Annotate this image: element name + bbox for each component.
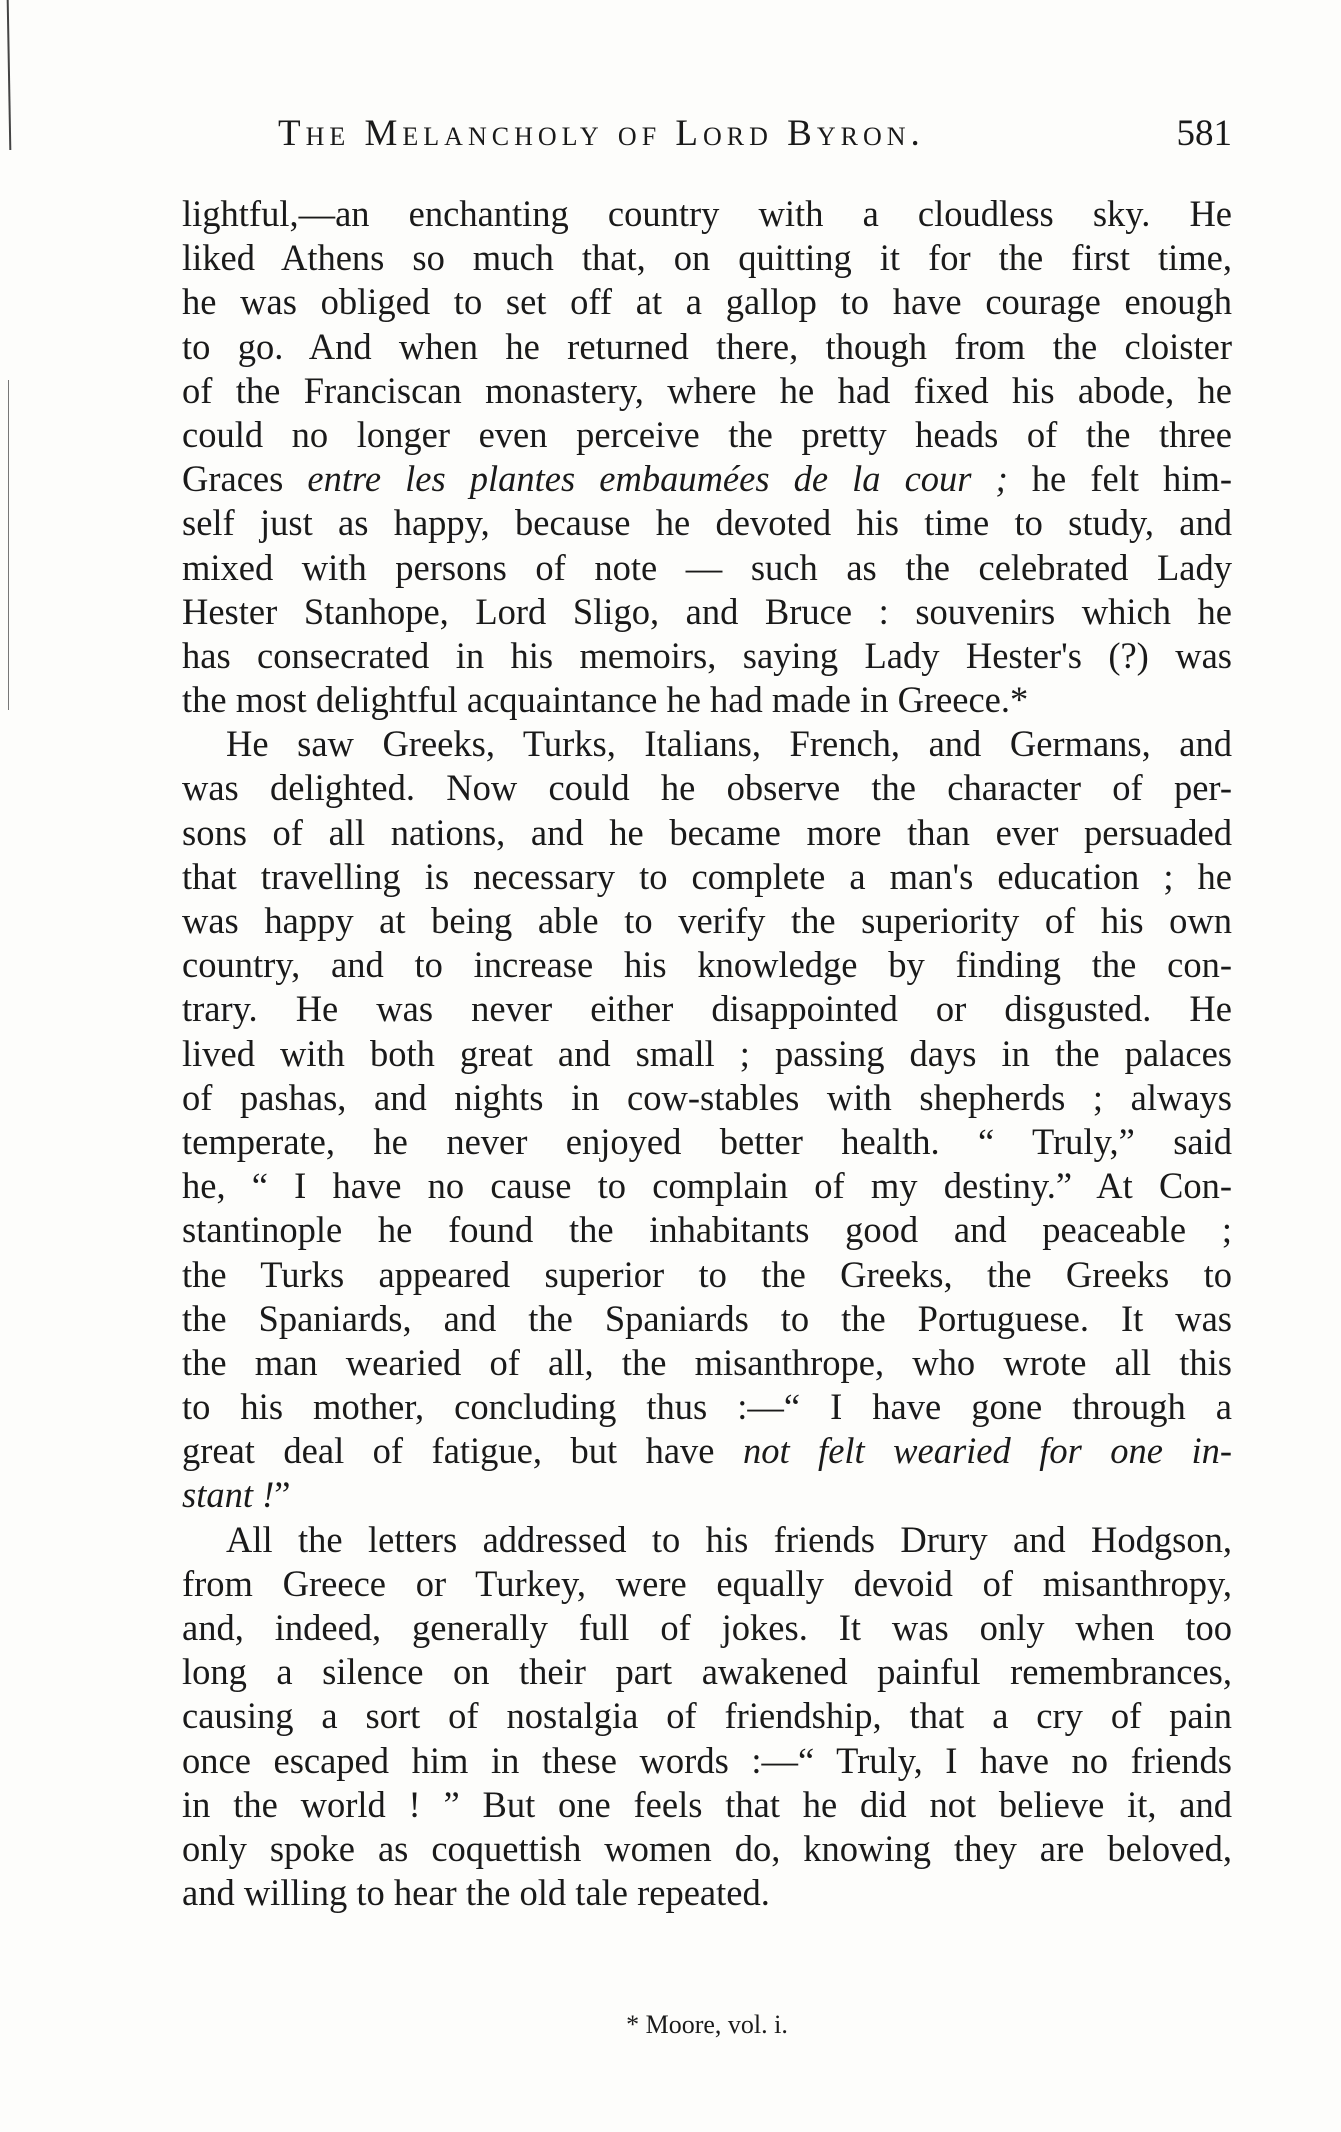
text-line: of pashas, and nights in cow-stables with shepherds ; always <box>182 1076 1232 1118</box>
text-line: he was obliged to set off at a gallop to have courage enough <box>182 281 1232 323</box>
text-line: in the world ! ” But one feels that he did not believe it, and <box>182 1783 1232 1825</box>
text-line: from Greece or Turkey, were equally devoid of misanthropy, <box>182 1562 1232 1604</box>
text-line: trary. He was never either disappointed or disgusted. He <box>182 988 1232 1030</box>
page-number: 581 <box>1176 113 1232 154</box>
text-line: stant !” <box>182 1474 291 1516</box>
text-line: lived with both great and small ; passing days in the palaces <box>182 1032 1232 1074</box>
text-line: that travelling is necessary to complete a man's education ; he <box>182 855 1232 897</box>
text-line: temperate, he never enjoyed better health. “ Truly,” said <box>182 1120 1232 1162</box>
paragraph-1 <box>182 192 1232 722</box>
text-line: country, and to increase his knowledge by finding the con- <box>182 944 1232 986</box>
text-line: was happy at being able to verify the superiority of his own <box>182 900 1232 941</box>
text-line: the man wearied of all, the misanthrope, who wrote all this <box>182 1341 1232 1383</box>
text-line: sons of all nations, and he became more than ever persuaded <box>182 811 1232 853</box>
text-line: stantinople he found the inhabitants good and peaceable ; <box>182 1209 1232 1251</box>
text-line: to go. And when he returned there, though from the cloister <box>182 325 1232 367</box>
text-line: causing a sort of nostalgia of friendship, that a cry of pain <box>182 1695 1232 1737</box>
text-line: could no longer even perceive the pretty heads of the three <box>182 413 1232 455</box>
text-line: liked Athens so much that, on quitting it for the first time, <box>182 237 1232 279</box>
text-line: the most delightful acquaintance he had made in Greece.* <box>182 679 1029 721</box>
text-line: he, “ I have no cause to complain of my destiny.” At Con- <box>182 1165 1232 1207</box>
paragraph-2 <box>182 722 1232 1517</box>
running-title: The Melancholy of Lord Byron. <box>278 113 925 154</box>
text-line: and, indeed, generally full of jokes. It was only when too <box>182 1607 1232 1648</box>
text-line: Graces entre les plantes embaumées de la cour ; he felt him- <box>182 458 1232 500</box>
text-line: to his mother, concluding thus :—“ I have gone through a <box>182 1386 1232 1428</box>
text-line: of the Franciscan monastery, where he had fixed his abode, he <box>182 369 1232 411</box>
footnote: * Moore, vol. i. <box>626 2010 788 2039</box>
text-line: and willing to hear the old tale repeated. <box>182 1872 770 1914</box>
text-line: He saw Greeks, Turks, Italians, French, and Germans, and <box>226 723 1232 765</box>
running-head <box>182 112 1232 162</box>
text-line: the Turks appeared superior to the Greeks, the Greeks to <box>182 1253 1232 1295</box>
text-line: has consecrated in his memoirs, saying Lady Hester's (?) was <box>182 634 1232 676</box>
text-line: self just as happy, because he devoted his time to study, and <box>182 502 1232 544</box>
text-line: great deal of fatigue, but have not felt wearied for one in- <box>182 1430 1232 1472</box>
text-line: Hester Stanhope, Lord Sligo, and Bruce : souvenirs which he <box>182 590 1232 632</box>
text-line: the Spaniards, and the Spaniards to the Portuguese. It was <box>182 1297 1232 1339</box>
body-text <box>182 192 1232 1915</box>
text-line: lightful,—an enchanting country with a cloudless sky. He <box>182 193 1232 234</box>
text-line: once escaped him in these words :—“ Truly, I have no friends <box>182 1739 1232 1781</box>
text-line: long a silence on their part awakened painful remembrances, <box>182 1651 1232 1693</box>
text-line: All the letters addressed to his friends Drury and Hodgson, <box>226 1518 1232 1560</box>
paragraph-3 <box>182 1518 1232 1916</box>
margin-mark <box>7 0 12 150</box>
text-line: was delighted. Now could he observe the character of per- <box>182 767 1232 809</box>
text-line: only spoke as coquettish women do, knowing they are beloved, <box>182 1827 1232 1869</box>
text-line: mixed with persons of note — such as the celebrated Lady <box>182 546 1232 588</box>
margin-mark <box>8 380 9 710</box>
